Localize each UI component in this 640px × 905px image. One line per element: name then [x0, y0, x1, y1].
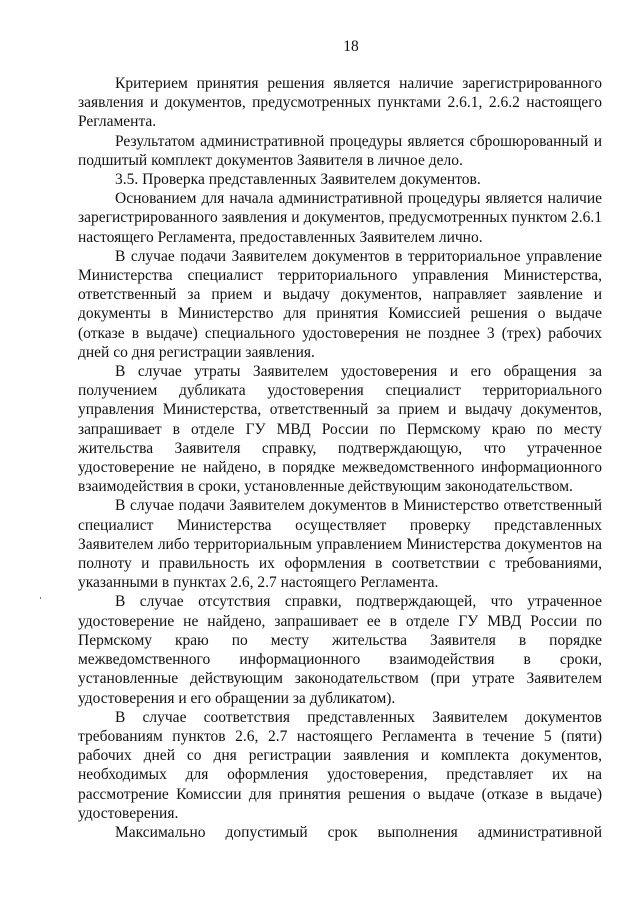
paragraph-procedure-result: Результатом административной процедуры является сброшюрованный и подшитый комплект документов Заявителя в личное дело.: [78, 132, 602, 169]
paragraph-procedure-basis: Основанием для начала административной процедуры является наличие зарегистрированного заявления и документов, предусмотренных пунктом 2.6.1 настоящего Регламента, предоставленных Заявителем лично.: [78, 190, 602, 246]
paragraph-certificate-loss: В случае утраты Заявителем удостоверения и его обращения за получением дубликата удостоверения специалист территориального управления Министерства, ответственный за прием и выдачу документов, запрашивает в отделе ГУ МВД России по Пермскому краю по месту жительства Заявителя справку, подтверждающую, что утраченное удостоверение не найдено, в порядке межведомственного информационного взаимодействия в сроки, установленные действующим законодательством.: [78, 363, 602, 496]
paragraph-decision-criterion: Критерием принятия решения является наличие зарегистрированного заявления и документов, предусмотренных пунктами 2.6.1, 2.6.2 настоящего Регламента.: [78, 75, 602, 131]
margin-mark: [40, 597, 41, 599]
paragraph-max-term: Максимально допустимый срок выполнения административной: [115, 823, 602, 841]
paragraph-ministry-submission: В случае подачи Заявителем документов в Министерство ответственный специалист Министерства осуществляет проверку представленных Заявителем либо территориальным управлением Министерства документов на полноту и правильность их оформления в соответствии с требованиями, указанными в пунктах 2.6, 2.7 настоящего Регламента.: [78, 497, 602, 592]
page-number: 18: [343, 38, 359, 55]
section-heading-3-5: 3.5. Проверка представленных Заявителем документов.: [115, 171, 481, 189]
paragraph-territorial-submission: В случае подачи Заявителем документов в территориальное управление Министерства специалист территориального управления Министерства, ответственный за прием и выдачу документов, направляет заявление и документы в Министерство для принятия Комиссией решения о выдаче (отказе в выдаче) специального удостоверения не позднее 3 (трех) рабочих дней со дня регистрации заявления.: [78, 247, 602, 361]
paragraph-compliance-review: В случае соответствия представленных Заявителем документов требованиям пунктов 2.6, 2.7 настоящего Регламента в течение 5 (пяти) рабочих дней со дня регистрации заявления и комплекта документов, необходимых для оформления удостоверения, представляет их на рассмотрение Комиссии для принятия решения о выдаче (отказе в выдаче) удостоверения.: [78, 708, 602, 822]
paragraph-missing-certificate: В случае отсутствия справки, подтверждающей, что утраченное удостоверение не найдено, запрашивает ее в отделе ГУ МВД России по Пермскому краю по месту жительства Заявителя в порядке межведомственного информационного взаимодействия в сроки, установленные действующим законодательством (при утрате Заявителем удостоверения и его обращении за дубликатом).: [78, 593, 602, 707]
